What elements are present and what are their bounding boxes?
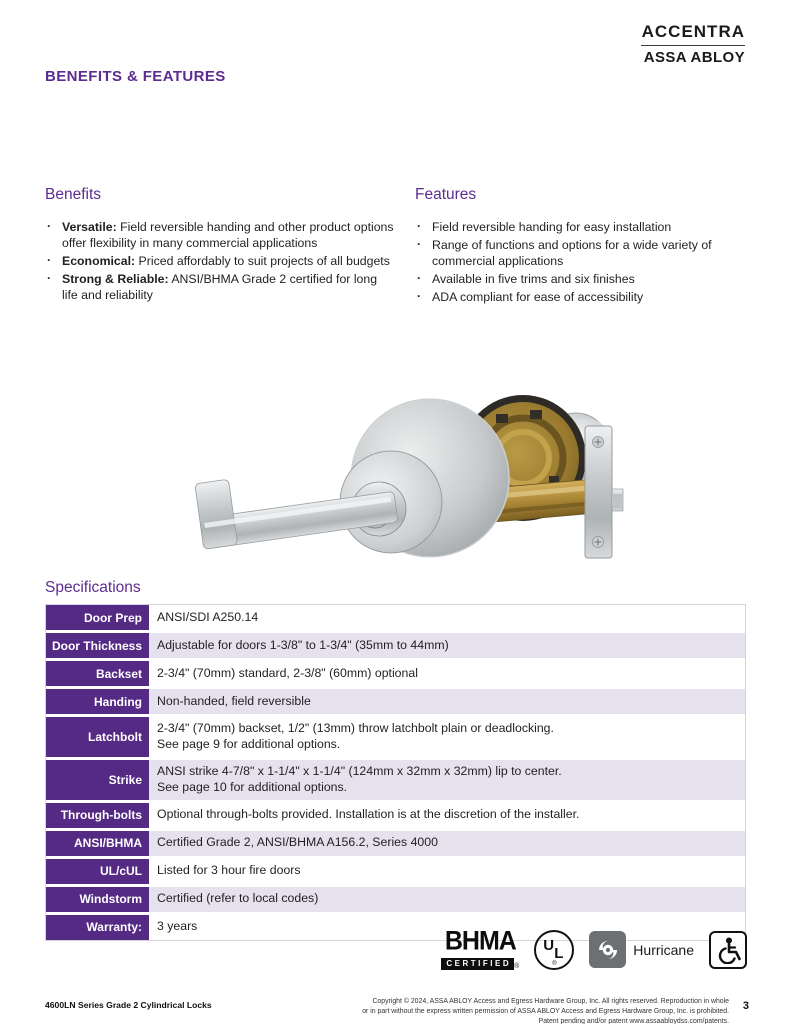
- spec-value: [149, 887, 745, 912]
- ada-accessibility-icon: [709, 931, 747, 969]
- copyright-line: or in part without the express written permission of ASSA ABLOY Access and Egress Hardware Group, Inc. is prohibited.: [362, 1008, 729, 1015]
- features-section: [415, 186, 770, 308]
- assa-abloy-logo: ASSA ABLOY: [643, 49, 745, 66]
- features-list: [415, 220, 770, 306]
- spec-value-text: Listed for 3 hour fire doors: [157, 863, 301, 878]
- benefit-term: Versatile:: [62, 220, 117, 234]
- spec-value: [149, 661, 745, 686]
- spec-label: Strike: [46, 760, 149, 800]
- spec-value-text: Non-handed, field reversible: [157, 693, 311, 708]
- features-heading: Features: [415, 186, 477, 203]
- spec-label: Door Thickness: [46, 633, 149, 658]
- spec-value: [149, 717, 745, 757]
- list-item: · Range of functions and options for a wide variety of commercial applications: [415, 238, 770, 270]
- lock-illustration: [178, 356, 628, 571]
- hurricane-label: Hurricane: [633, 941, 694, 958]
- spec-value: [149, 605, 745, 630]
- copyright-line: Copyright © 2024, ASSA ABLOY Access and Egress Hardware Group, Inc. All rights reserved. Reproduction in whole: [372, 998, 729, 1005]
- spec-value-text: Certified (refer to local codes): [157, 891, 319, 906]
- specifications-table: [45, 604, 746, 941]
- ul-listed-icon: [534, 930, 574, 970]
- benefit-term: Strong & Reliable:: [62, 271, 169, 286]
- table-row: [46, 803, 745, 828]
- footer-series-title: 4600LN Series Grade 2 Cylindrical Locks: [45, 1000, 212, 1010]
- certification-logos: [441, 925, 747, 970]
- benefits-section: [45, 186, 395, 306]
- table-row: [46, 859, 745, 884]
- spec-label: Backset: [46, 661, 149, 686]
- spec-value-text: 3 years: [157, 919, 198, 934]
- list-item: · Field reversible handing for easy installation: [415, 220, 770, 236]
- spec-label: Warranty:: [46, 915, 149, 940]
- spec-value-text: Adjustable for doors 1-3/8" to 1-3/4" (35mm to 44mm): [157, 637, 449, 652]
- list-item: [45, 272, 395, 304]
- list-item: · Available in five trims and six finishes: [415, 272, 770, 288]
- page-number: 3: [742, 1000, 749, 1012]
- brand-logo: [641, 22, 745, 66]
- spec-value-text: ANSI/SDI A250.14: [157, 609, 259, 624]
- spec-label: Through-bolts: [46, 803, 149, 828]
- list-item: [45, 254, 395, 270]
- spec-value: [149, 633, 745, 658]
- spec-value-text: Certified Grade 2, ANSI/BHMA A156.2, Series 4000: [157, 835, 438, 850]
- spec-value: [149, 803, 745, 828]
- spec-value-text: ANSI strike 4-7/8" x 1-1/4" x 1-1/4" (124mm x 32mm x 32mm) lip to center.: [157, 763, 562, 778]
- bhma-wordmark: BHMA: [444, 925, 516, 957]
- hurricane-certification: [589, 931, 694, 968]
- spec-label: UL/cUL: [46, 859, 149, 884]
- footer-copyright: [259, 997, 729, 1024]
- spec-value: [149, 689, 745, 714]
- bhma-certified-logo: [441, 925, 520, 970]
- product-photo: [178, 356, 628, 571]
- spec-label: Latchbolt: [46, 717, 149, 757]
- benefit-text: ANSI/BHMA Grade 2 certified for long life and reliability: [62, 271, 378, 302]
- table-row: [46, 760, 745, 800]
- table-row: [46, 717, 745, 757]
- spec-value: [149, 859, 745, 884]
- registered-mark: ®: [552, 960, 557, 967]
- brand-divider: [641, 45, 745, 46]
- table-row: [46, 661, 745, 686]
- spec-value-text: 2-3/4" (70mm) standard, 2-3/8" (60mm) optional: [157, 665, 418, 680]
- benefit-term: Economical:: [62, 253, 136, 268]
- registered-mark: ®: [514, 963, 520, 970]
- spec-label: ANSI/BHMA: [46, 831, 149, 856]
- benefit-text: Field reversible handing and other product options offer flexibility in many commercial applications: [62, 220, 394, 250]
- table-row: [46, 831, 745, 856]
- spec-value-text2: See page 9 for additional options.: [157, 736, 341, 751]
- benefits-heading: Benefits: [45, 186, 102, 203]
- list-item: · ADA compliant for ease of accessibility: [415, 290, 770, 306]
- table-row: [46, 887, 745, 912]
- spec-value-text2: See page 10 for additional options.: [157, 779, 348, 794]
- accentra-logo: ACCENTRA: [641, 22, 745, 41]
- benefits-list: [45, 220, 395, 304]
- spec-label: Door Prep: [46, 605, 149, 630]
- spec-label: Windstorm: [46, 887, 149, 912]
- hurricane-icon: [589, 931, 626, 968]
- ul-l-letter: L: [554, 944, 564, 962]
- bhma-certified-bar: CERTIFIED: [441, 958, 514, 970]
- spec-value: [149, 831, 745, 856]
- table-row: [46, 605, 745, 630]
- list-item: [45, 220, 395, 252]
- spec-value: [149, 760, 745, 800]
- specifications-heading: Specifications: [45, 579, 141, 596]
- spec-value-text: Optional through-bolts provided. Installation is at the discretion of the installer.: [157, 807, 580, 822]
- spec-value-text: 2-3/4" (70mm) backset, 1/2" (13mm) throw latchbolt plain or deadlocking.: [157, 721, 554, 735]
- page-title: BENEFITS & FEATURES: [45, 68, 226, 85]
- benefit-text: Priced affordably to suit projects of all budgets: [138, 253, 390, 268]
- ul-u-letter: U: [543, 936, 555, 954]
- table-row: [46, 633, 745, 658]
- table-row: [46, 689, 745, 714]
- spec-label: Handing: [46, 689, 149, 714]
- copyright-line: Patent pending and/or patent www.assaabloydss.com/patents.: [538, 1018, 729, 1024]
